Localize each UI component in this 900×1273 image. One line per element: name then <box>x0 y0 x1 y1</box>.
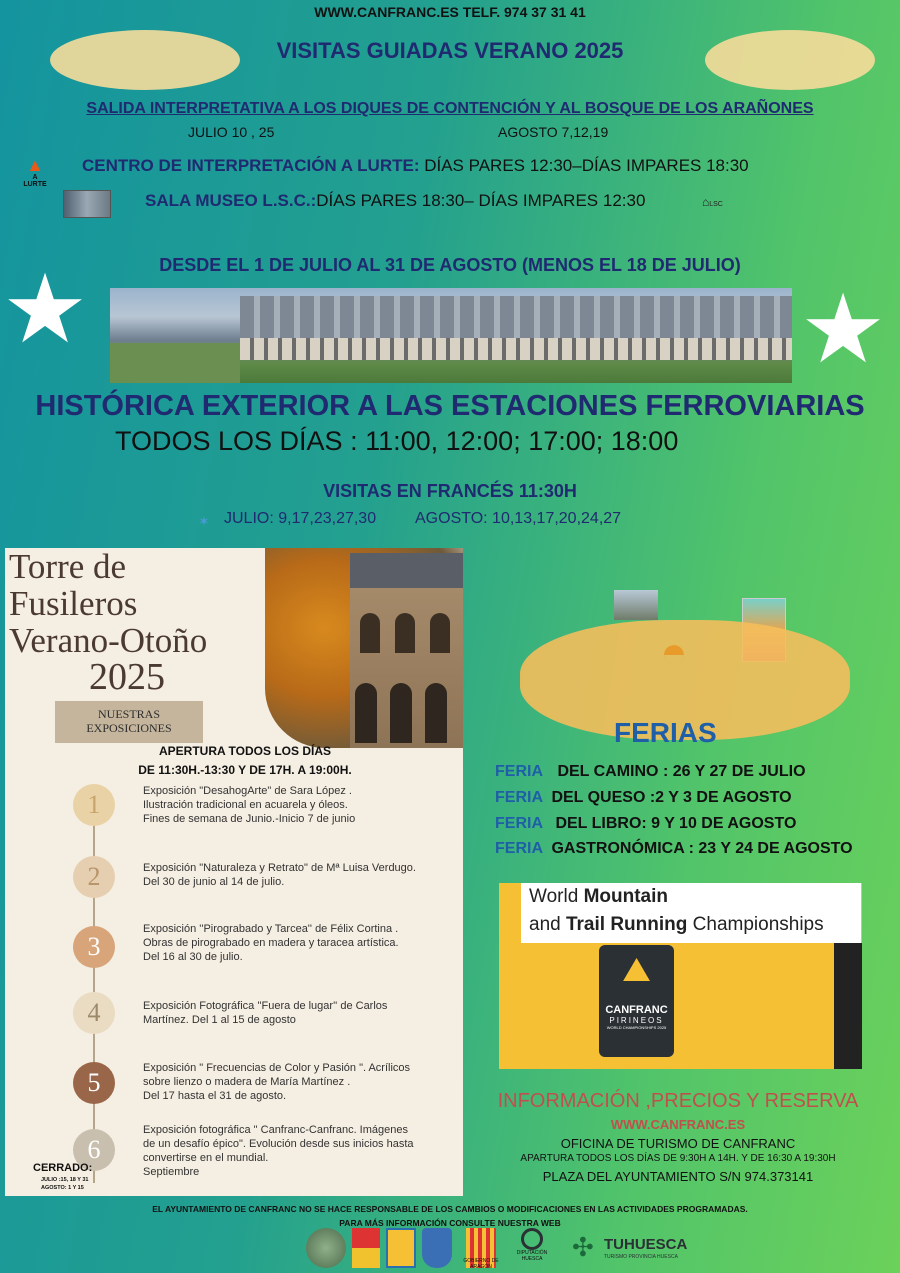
salida-agosto: AGOSTO 7,12,19 <box>498 124 609 140</box>
salida-julio: JULIO 10 , 25 <box>188 124 275 140</box>
page-title: VISITAS GUIADAS VERANO 2025 <box>276 38 624 63</box>
market-photo <box>614 590 658 620</box>
expo-line: de un desafío épico". Evolución desde sus inicios hasta <box>143 1138 414 1150</box>
tower-photo <box>350 553 463 748</box>
warning-icon: ▲ A LURTE <box>20 156 50 188</box>
torre-title-line: 2025 <box>89 656 165 698</box>
info-address: PLAZA DEL AYUNTAMIENTO S/N 974.373141 <box>542 1169 814 1184</box>
j-logo <box>386 1228 416 1268</box>
regional-logo <box>352 1228 380 1268</box>
expo-line: Septiembre <box>143 1166 200 1178</box>
frances-title: VISITAS EN FRANCÉS 11:30H <box>323 481 577 501</box>
star-icon-left: ★ <box>2 256 89 363</box>
torre-poster <box>5 548 463 1196</box>
historica-times: TODOS LOS DÍAS : 11:00, 12:00; 17:00; 18:00 <box>115 426 679 456</box>
historica-title: HISTÓRICA EXTERIOR A LAS ESTACIONES FERROVIARIAS <box>35 390 865 422</box>
cerrado-dates <box>41 1176 89 1192</box>
site-phone: WWW.CANFRANC.ES TELF. 974 37 31 41 <box>314 4 586 20</box>
torre-title-line: Verano-Otoño <box>9 621 208 660</box>
footer-disclaimer: EL AYUNTAMIENTO DE CANFRANC NO SE HACE RESPONSABLE DE LOS CAMBIOS O MODIFICACIONES EN LAS ACTIVIDADES PROGRAMADAS. <box>152 1204 748 1214</box>
trail-dark-bar <box>834 943 862 1069</box>
warning-icon-label: A LURTE <box>23 174 47 188</box>
expo-line: Ilustración tradicional en acuarela y óleos. <box>143 799 348 811</box>
logo-label: TURISMO PROVINCIA HUESCA <box>604 1254 678 1260</box>
ferias-title: FERIAS <box>614 717 717 748</box>
timeline-number: 3 <box>73 926 115 968</box>
feria-row <box>495 815 796 833</box>
logo-label: GOBIERNO DE ARAGÓN <box>463 1258 499 1270</box>
apertura-line: DE 11:30H.-13:30 Y DE 17H. A 19:00H. <box>138 763 352 777</box>
expo-line: Exposición "Naturaleza y Retrato" de Mª Luisa Verdugo. <box>143 862 416 874</box>
star-icon-right: ★ <box>800 276 887 383</box>
apertura-line: APERTURA TODOS LOS DÍAS <box>158 744 331 758</box>
badge-line: WORLD CHAMPIONSHIPS 2025 <box>606 1025 667 1030</box>
frances-julio: JULIO: 9,17,23,27,30 <box>224 510 377 527</box>
frances-agosto: AGOSTO: 10,13,17,20,24,27 <box>415 510 622 527</box>
info-title: INFORMACIÓN ,PRECIOS Y RESERVA <box>497 1090 859 1112</box>
expo-line: Exposición fotográfica " Canfranc-Canfranc. Imágenes <box>143 1124 408 1136</box>
trail-text: Mountain <box>583 886 668 907</box>
shield-logo <box>422 1228 452 1268</box>
aragon-logo <box>463 1228 499 1270</box>
trail-text: and <box>529 914 566 935</box>
lsc-logo: ⌂LSC <box>702 195 723 209</box>
centro-row <box>82 156 749 176</box>
expo-line: Exposición Fotográfica ''Fuera de lugar'' de Carlos <box>143 1000 388 1012</box>
centro-label: CENTRO DE INTERPRETACIÓN A LURTE: <box>82 156 420 175</box>
feria-value: DEL QUESO :2 Y 3 DE AGOSTO <box>551 789 792 806</box>
expo-line: Exposición " Frecuencias de Color y Pasión ". Acrílicos <box>143 1062 411 1074</box>
info-office: OFICINA DE TURISMO DE CANFRANC <box>560 1136 796 1151</box>
canfranc-logo <box>306 1228 346 1268</box>
feria-key: FERIA <box>495 840 543 857</box>
timeline-number: 1 <box>73 784 115 826</box>
sala-label: SALA MUSEO L.S.C.: <box>145 191 317 210</box>
badge-line: CANFRANC <box>605 1004 668 1016</box>
expo-1 <box>143 784 355 826</box>
canfranc-badge <box>599 945 674 1057</box>
info-hours: APARTURA TODOS LOS DÍAS DE 9:30H A 14H. Y DE 16:30 A 19:30H <box>520 1153 836 1164</box>
salida-title: SALIDA INTERPRETATIVA A LOS DIQUES DE CONTENCIÓN Y AL BOSQUE DE LOS ARAÑONES <box>86 100 814 117</box>
expo-4 <box>143 999 387 1027</box>
expo-6 <box>143 1123 414 1179</box>
frances-star-icon: ✶ <box>198 513 210 529</box>
logo-label: DIPUTACIÓN HUESCA <box>516 1250 548 1262</box>
expo-line: Del 17 hasta el 31 de agosto. <box>143 1090 287 1102</box>
feria-row <box>495 789 792 807</box>
tuhuesca-icon: ✣ <box>572 1232 594 1262</box>
nuestras-line: EXPOSICIONES <box>86 721 172 735</box>
expo-2 <box>143 861 416 889</box>
expo-line: Exposición "DesahogArte" de Sara López . <box>143 785 352 797</box>
timeline-number: 6 <box>73 1129 115 1171</box>
trail-banner <box>499 883 862 1069</box>
scallop-shell-icon: ◓ <box>660 626 688 678</box>
expo-line: Fines de semana de Junio.-Inicio 7 de junio <box>143 813 356 825</box>
expo-line: convertirse en el mundial. <box>143 1152 269 1164</box>
cerrado-line: AGOSTO: 1 Y 15 <box>41 1185 84 1191</box>
feria-row <box>495 763 806 781</box>
apertura <box>115 742 375 780</box>
runner-icon: ⛰ <box>622 951 651 989</box>
diputacion-logo <box>512 1228 552 1268</box>
expo-line: Del 16 al 30 de julio. <box>143 951 243 963</box>
expo-line: Exposición ''Pirograbado y Tarcea'' de Félix Cortina . <box>143 923 399 935</box>
nuestras-exposiciones-badge <box>55 701 203 743</box>
cerrado-label: CERRADO: <box>33 1162 93 1174</box>
torre-title-line: Fusileros <box>9 584 138 623</box>
tuhuesca-logo <box>572 1228 692 1268</box>
museum-photo <box>63 190 111 218</box>
trail-text: Championships <box>687 914 824 935</box>
sala-schedule: DÍAS PARES 18:30– DÍAS IMPARES 12:30 <box>316 191 646 210</box>
logo-label: TUHUESCA <box>604 1236 688 1253</box>
timeline-number: 4 <box>73 992 115 1034</box>
torre-title-line: Torre de <box>9 548 127 586</box>
station-photo <box>110 288 792 383</box>
centro-schedule: DÍAS PARES 12:30–DÍAS IMPARES 18:30 <box>424 156 749 175</box>
timeline-number: 5 <box>73 1062 115 1104</box>
badge-line: PIRINEOS <box>609 1016 664 1025</box>
expo-3 <box>143 922 399 964</box>
timeline-number: 2 <box>73 856 115 898</box>
feria-key: FERIA <box>495 789 543 806</box>
expo-line: Obras de pirograbado en madera y taracea artística. <box>143 937 399 949</box>
sala-row <box>145 191 645 211</box>
feria-value: DEL LIBRO: 9 Y 10 DE AGOSTO <box>555 815 797 832</box>
feria-key: FERIA <box>495 815 543 832</box>
footer-more-info: PARA MÁS INFORMACIÓN CONSULTE NUESTRA WEB <box>339 1218 561 1228</box>
expo-5 <box>143 1061 410 1103</box>
torre-title <box>9 548 207 696</box>
lsc-logo-text: LSC <box>709 201 723 208</box>
info-url[interactable]: WWW.CANFRANC.ES <box>610 1117 746 1132</box>
nuestras-line: NUESTRAS <box>97 707 160 721</box>
feria-row <box>495 840 853 858</box>
trail-text: World <box>529 886 584 907</box>
desde-heading: DESDE EL 1 DE JULIO AL 31 DE AGOSTO (MENOS EL 18 DE JULIO) <box>159 255 741 275</box>
expo-line: Del 30 de junio al 14 de julio. <box>143 876 285 888</box>
expo-line: sobre lienzo o madera de María Martínez . <box>143 1076 351 1088</box>
expo-line: Martínez. Del 1 al 15 de agosto <box>143 1014 296 1026</box>
feria-value: GASTRONÓMICA : 23 Y 24 DE AGOSTO <box>551 840 853 857</box>
cerrado-line: JULIO :15, 18 Y 31 <box>41 1177 89 1183</box>
feria-key: FERIA <box>495 763 543 780</box>
feria-value: DEL CAMINO : 26 Y 27 DE JULIO <box>557 763 806 780</box>
trail-title <box>521 883 861 943</box>
trail-text: Trail Running <box>565 914 688 935</box>
